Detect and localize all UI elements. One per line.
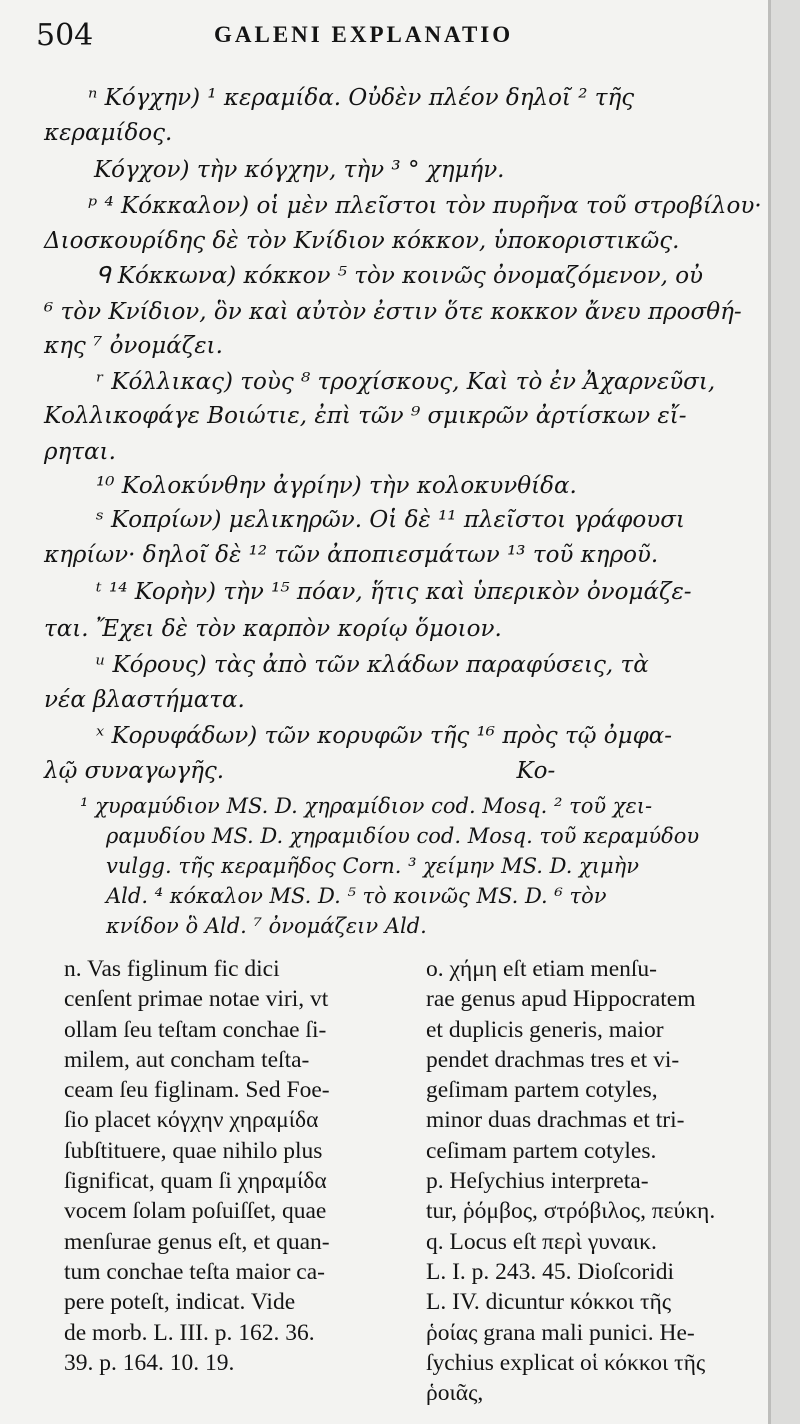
footnote-line: κνίδον ὃ Ald. ⁷ ὀνομάζειν Ald.	[106, 914, 427, 938]
glossary-line: Διοσκουρίδης δὲ τὸν Κνίδιον κόκκον, ὑποκοριστικῶς.	[44, 228, 680, 254]
commentary-right-column	[426, 954, 768, 1408]
commentary-line: tur, ῥόμβος, στρόβιλος, πεύκη.	[426, 1198, 716, 1225]
commentary-line: o. χήμη eſt etiam menſu-	[426, 956, 657, 982]
commentary-line: minor duas drachmas et tri-	[426, 1107, 685, 1134]
commentary-line: ollam ſeu teſtam conchae ſi-	[64, 1016, 327, 1043]
footnote-line: Ald. ⁴ κόκαλον MS. D. ⁵ τὸ κοινῶς MS. D. ⁶ τὸν	[106, 884, 607, 908]
commentary-line: menſurae genus eſt, et quan-	[64, 1228, 330, 1255]
running-title: GALENI EXPLANATIO	[214, 22, 514, 47]
footnote-line: ¹ χυραμύδιον MS. D. χηραμίδιον cod. Mosq. ² τοῦ χει-	[80, 794, 653, 818]
commentary-line: ſio placet κόγχην χηραμίδα	[64, 1107, 319, 1134]
glossary-line: ᑫ Κόκκωνα) κόκκον ⁵ τὸν κοινῶς ὀνομαζόμενον, οὐ	[96, 263, 704, 289]
commentary-line: L. IV. dicuntur κόκκοι τῆς	[426, 1289, 672, 1316]
page-edge	[771, 0, 800, 1424]
footnote-line: vulgg. τῆς κεραμῆδος Corn. ³ χείμην MS. D. χιμὴν	[106, 854, 639, 878]
glossary-line: ⁶ τὸν Κνίδιον, ὃν καὶ αὐτὸν ἐστιν ὅτε κοκκον ἄνευ προσθή-	[44, 299, 742, 325]
commentary-line: rae genus apud Hippocratem	[426, 986, 696, 1013]
commentary-line: tum conchae teſta maior ca-	[64, 1258, 325, 1285]
glossary-line: λῷ συναγωγῆς. Κο-	[44, 758, 556, 784]
commentary-line: 39. p. 164. 10. 19.	[64, 1349, 235, 1376]
commentary-line: ῥοίας grana mali punici. He-	[426, 1319, 695, 1346]
commentary-line: ῥοιᾶς,	[426, 1380, 484, 1407]
glossary-line: ˢ Κοπρίων) μελικηρῶν. Οἱ δὲ ¹¹ πλεῖστοι γράφουσι	[96, 507, 685, 533]
commentary-line: n. Vas figlinum fic dici	[64, 956, 280, 982]
glossary-line: ται. Ἔχει δὲ τὸν καρπὸν κορίῳ ὅμοιον.	[44, 616, 502, 642]
glossary-line: νέα βλαστήματα.	[44, 687, 245, 713]
commentary-line: ceam ſeu figlinam. Sed Foe-	[64, 1077, 330, 1104]
glossary-line: ¹⁰ Κολοκύνθην ἀγρίην) τὴν κολοκυνθίδα.	[96, 473, 577, 499]
commentary-line: vocem ſolam poſuiſſet, quae	[64, 1198, 327, 1225]
glossary-line: κης ⁷ ὀνομάζει.	[44, 333, 223, 359]
glossary-line: ʳ Κόλλικας) τοὺς ⁸ τροχίσκους, Καὶ τὸ ἐν Ἀχαρνεῦσι,	[96, 369, 716, 395]
footnote-line: ραμυδίου MS. D. χηραμιδίου cod. Mosq. τοῦ κεραμύδου	[106, 824, 700, 848]
commentary-line: q. Locus eſt περὶ γυναικ.	[426, 1228, 657, 1255]
commentary-line: geſimam partem cotyles,	[426, 1077, 658, 1104]
commentary-left-column	[64, 954, 410, 1378]
glossary-line: Κολλικοφάγε Βοιώτιε, ἐπὶ τῶν ⁹ σμικρῶν ἀρτίσκων εἴ-	[44, 403, 687, 429]
commentary-line: pere poteſt, indicat. Vide	[64, 1289, 296, 1316]
commentary-line: de morb. L. III. p. 162. 36.	[64, 1319, 315, 1346]
commentary-line: ſubſtituere, quae nihilo plus	[64, 1137, 323, 1164]
commentary-line: pendet drachmas tres et vi-	[426, 1046, 680, 1073]
glossary-line: ᵖ ⁴ Κόκκαλον) οἱ μὲν πλεῖστοι τὸν πυρῆνα τοῦ στροβίλου·	[88, 193, 762, 219]
glossary-line: ρηται.	[44, 439, 116, 465]
commentary-line: milem, aut concham teſta-	[64, 1046, 310, 1073]
commentary-line: ceſimam partem cotyles.	[426, 1137, 657, 1164]
page-number: 504	[36, 18, 94, 53]
glossary-line: κηρίων· δηλοῖ δὲ ¹² τῶν ἀποπιεσμάτων ¹³ τοῦ κηροῦ.	[44, 542, 659, 568]
glossary-line: ᵗ ¹⁴ Κορὴν) τὴν ¹⁵ πόαν, ἥτις καὶ ὑπερικὸν ὀνομάζε-	[96, 579, 692, 605]
glossary-line: Κόγχον) τὴν κόγχην, τὴν ³ ° χημήν.	[94, 157, 505, 183]
glossary-line: ᵘ Κόρους) τὰς ἀπὸ τῶν κλάδων παραφύσεις, τὰ	[96, 652, 649, 678]
commentary-line: ſychius explicat οἱ κόκκοι τῆς	[426, 1349, 706, 1376]
glossary-line: ˣ Κορυφάδων) τῶν κορυφῶν τῆς ¹⁶ πρὸς τῷ ὀμφα-	[96, 723, 672, 749]
commentary-line: cenſent primae notae viri, vt	[64, 986, 329, 1013]
commentary-line: L. I. p. 243. 45. Dioſcoridi	[426, 1258, 675, 1285]
commentary-line: et duplicis generis, maior	[426, 1016, 664, 1043]
glossary-line: κεραμίδος.	[44, 120, 173, 146]
commentary-line: ſignificat, quam ſi χηραμίδα	[64, 1168, 327, 1195]
glossary-line: ⁿ Κόγχην) ¹ κεραμίδα. Οὐδὲν πλέον δηλοῖ ² τῆς	[88, 85, 635, 111]
commentary-line: p. Heſychius interpreta-	[426, 1168, 649, 1195]
